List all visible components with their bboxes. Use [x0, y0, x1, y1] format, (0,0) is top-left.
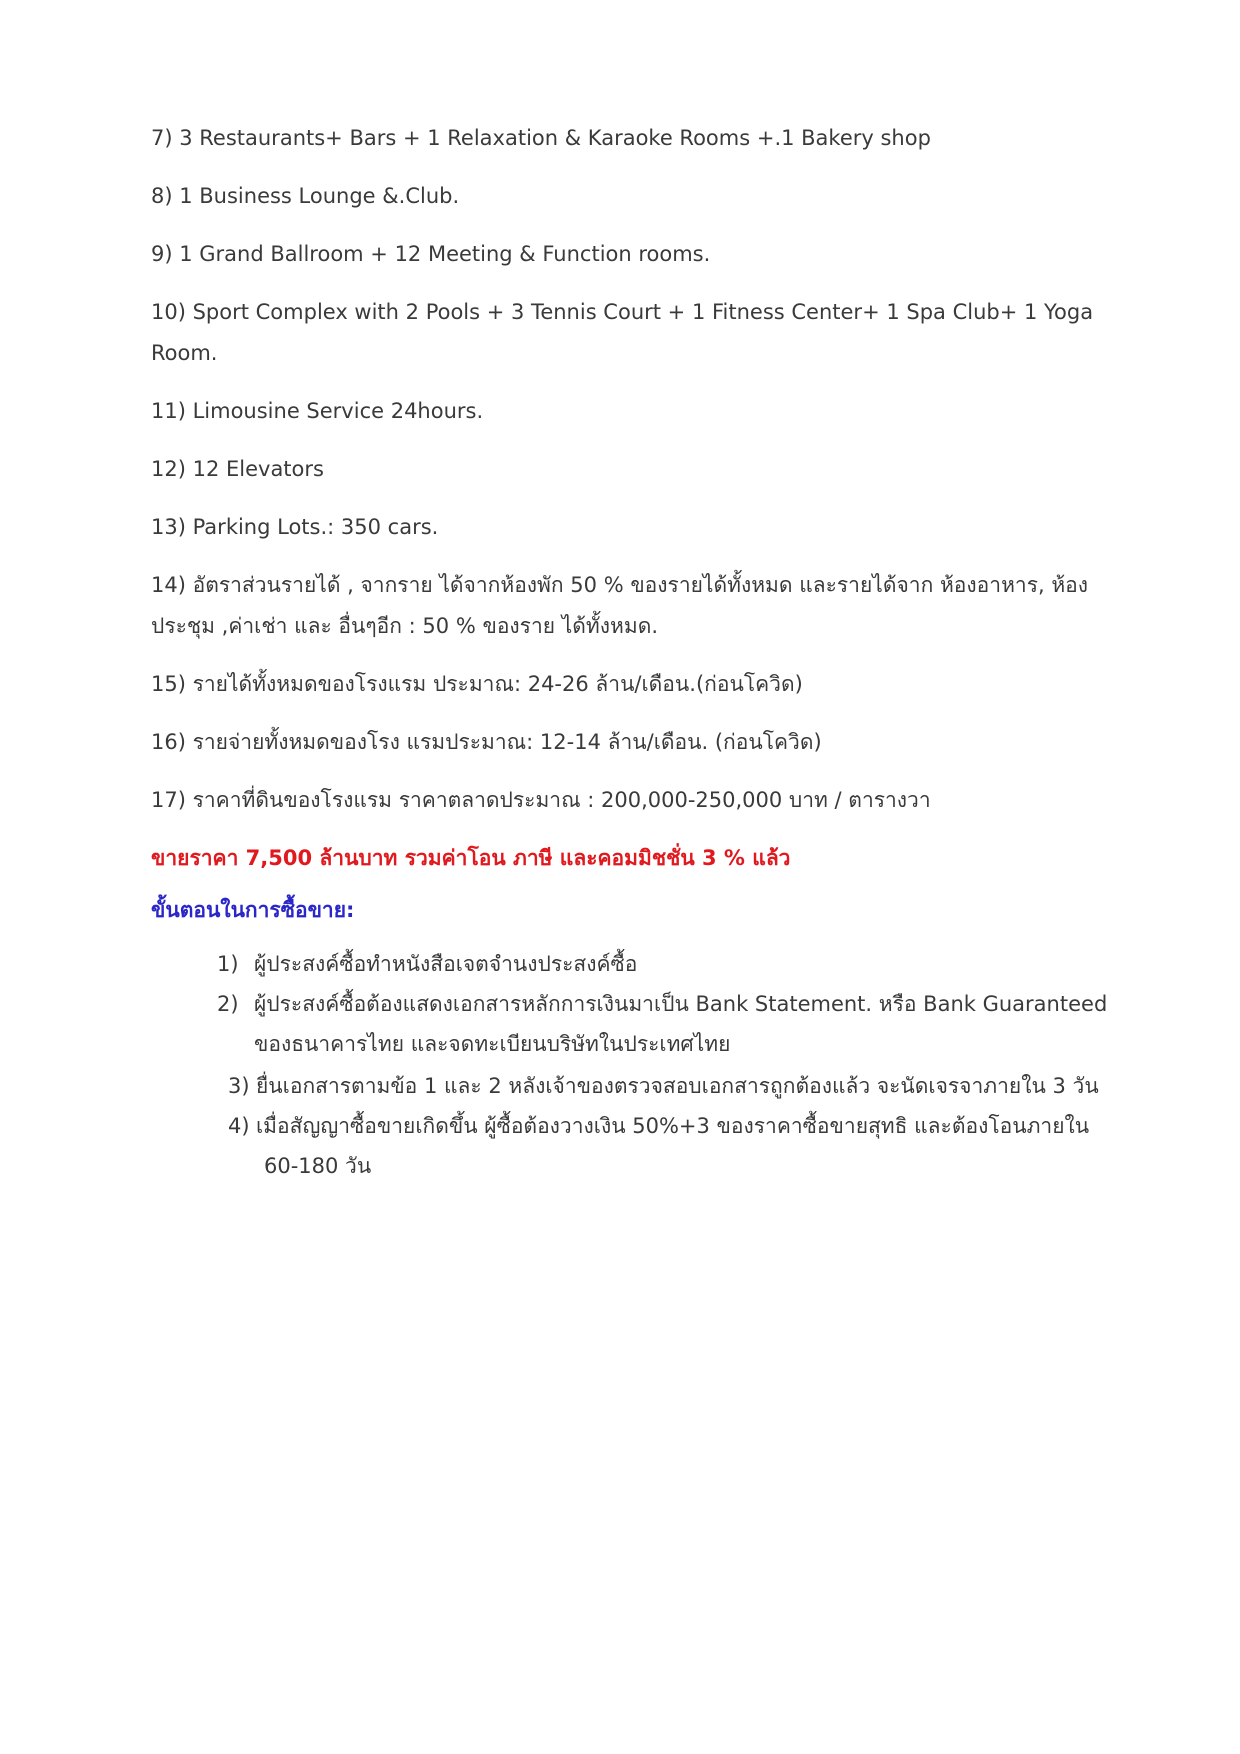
item-12: 12) 12 Elevators [151, 457, 324, 481]
item-14-line2: ประชุม ,ค่าเช่า และ อื่นๆอีก : 50 % ของราย ได้ทั้งหมด. [151, 614, 659, 638]
item-10-line2: Room. [151, 341, 218, 365]
item-13: 13) Parking Lots.: 350 cars. [151, 515, 439, 539]
step-4-num: 4) [228, 1114, 250, 1138]
item-10-line1: 10) Sport Complex with 2 Pools + 3 Tennis Court + 1 Fitness Center+ 1 Spa Club+ 1 Yoga [151, 300, 1094, 324]
step-3-text: ยื่นเอกสารตามข้อ 1 และ 2 หลังเจ้าของตรวจสอบเอกสารถูกต้องแล้ว จะนัดเจรจาภายใน 3 วัน [256, 1074, 1099, 1098]
step-3-num: 3) [228, 1074, 250, 1098]
item-14-line1: 14) อัตราส่วนรายได้ , จากราย ได้จากห้องพัก 50 % ของรายได้ทั้งหมด และรายได้จาก ห้องอาหาร, ห้อง [151, 573, 1089, 597]
item-16: 16) รายจ่ายทั้งหมดของโรง แรมประมาณ: 12-14 ล้าน/เดือน. (ก่อนโควิด) [151, 730, 822, 754]
item-8: 8) 1 Business Lounge &.Club. [151, 184, 460, 208]
sale-price: ขายราคา 7,500 ล้านบาท รวมค่าโอน ภาษี และคอมมิชชั่น 3 % แล้ว [151, 846, 791, 870]
step-1-text: ผู้ประสงค์ซื้อทำหนังสือเจตจำนงประสงค์ซื้อ [254, 952, 638, 976]
item-11: 11) Limousine Service 24hours. [151, 399, 484, 423]
item-17: 17) ราคาที่ดินของโรงแรม ราคาตลาดประมาณ : 200,000-250,000 บาท / ตารางวา [151, 788, 931, 812]
item-9: 9) 1 Grand Ballroom + 12 Meeting & Function rooms. [151, 242, 711, 266]
step-2-text-line1: ผู้ประสงค์ซื้อต้องแสดงเอกสารหลักการเงินมาเป็น Bank Statement. หรือ Bank Guaranteed [254, 992, 1108, 1016]
item-15: 15) รายได้ทั้งหมดของโรงแรม ประมาณ: 24-26 ล้าน/เดือน.(ก่อนโควิด) [151, 672, 803, 696]
item-7: 7) 3 Restaurants+ Bars + 1 Relaxation & Karaoke Rooms +.1 Bakery shop [151, 126, 931, 150]
step-1-num: 1) [217, 952, 239, 976]
steps-title: ขั้นตอนในการซื้อขาย: [151, 898, 355, 922]
step-4-text-line2: 60-180 วัน [264, 1154, 372, 1178]
step-4-text-line1: เมื่อสัญญาซื้อขายเกิดขึ้น ผู้ซื้อต้องวางเงิน 50%+3 ของราคาซื้อขายสุทธิ และต้องโอนภายใน [256, 1114, 1090, 1138]
step-2-text-line2: ของธนาคารไทย และจดทะเบียนบริษัทในประเทศไทย [254, 1032, 731, 1056]
step-2-num: 2) [217, 992, 239, 1016]
